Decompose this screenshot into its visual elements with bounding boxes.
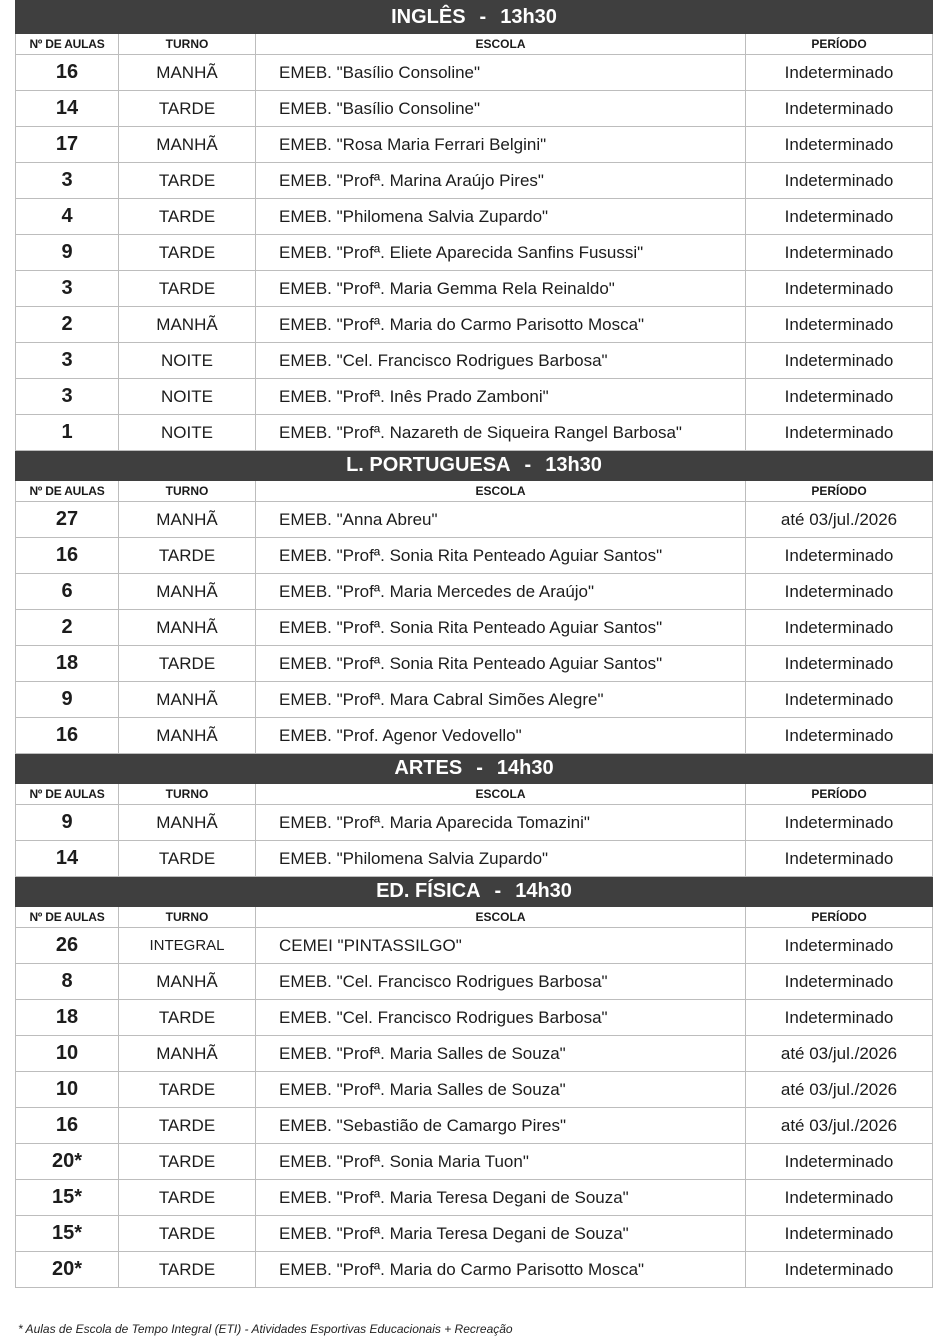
table-row xyxy=(16,91,933,127)
section-header-ed-fisica xyxy=(16,877,933,907)
escola-cell: EMEB. "Profª. Mara Cabral Simões Alegre" xyxy=(256,682,746,718)
table-row xyxy=(16,343,933,379)
periodo-cell: Indeterminado xyxy=(746,379,933,415)
escola-cell: EMEB. "Profª. Sonia Rita Penteado Aguiar Santos" xyxy=(256,538,746,574)
escola-cell: EMEB. "Profª. Maria Salles de Souza" xyxy=(256,1072,746,1108)
aulas-cell: 10 xyxy=(16,1072,119,1108)
turno-cell: TARDE xyxy=(119,841,256,877)
aulas-cell: 3 xyxy=(16,271,119,307)
table-row xyxy=(16,1144,933,1180)
escola-cell: EMEB. "Profª. Marina Araújo Pires" xyxy=(256,163,746,199)
periodo-cell: Indeterminado xyxy=(746,841,933,877)
table-row xyxy=(16,718,933,754)
turno-cell: TARDE xyxy=(119,1072,256,1108)
column-header-aulas: Nº DE AULAS xyxy=(16,481,119,502)
table-row xyxy=(16,1000,933,1036)
aulas-cell: 9 xyxy=(16,235,119,271)
column-header-escola: ESCOLA xyxy=(256,481,746,502)
turno-cell: MANHÃ xyxy=(119,805,256,841)
turno-cell: MANHÃ xyxy=(119,682,256,718)
aulas-cell: 2 xyxy=(16,307,119,343)
table-row xyxy=(16,1036,933,1072)
table-row xyxy=(16,574,933,610)
column-header-escola: ESCOLA xyxy=(256,34,746,55)
aulas-cell: 17 xyxy=(16,127,119,163)
periodo-cell: Indeterminado xyxy=(746,235,933,271)
column-header-escola: ESCOLA xyxy=(256,907,746,928)
column-header-aulas: Nº DE AULAS xyxy=(16,907,119,928)
column-header-aulas: Nº DE AULAS xyxy=(16,784,119,805)
turno-cell: TARDE xyxy=(119,538,256,574)
footnote: * Aulas de Escola de Tempo Integral (ETI) - Atividades Esportivas Educacionais + Recreação xyxy=(18,1322,513,1336)
aulas-cell: 3 xyxy=(16,379,119,415)
aulas-cell: 20* xyxy=(16,1144,119,1180)
table-row xyxy=(16,271,933,307)
table-row xyxy=(16,646,933,682)
aulas-cell: 16 xyxy=(16,718,119,754)
turno-cell: MANHÃ xyxy=(119,574,256,610)
section-time: 14h30 xyxy=(515,880,572,902)
periodo-cell: Indeterminado xyxy=(746,1144,933,1180)
periodo-cell: Indeterminado xyxy=(746,127,933,163)
column-header-turno: TURNO xyxy=(119,907,256,928)
escola-cell: EMEB. "Profª. Sonia Rita Penteado Aguiar Santos" xyxy=(256,646,746,682)
table-row xyxy=(16,1252,933,1288)
section-separator: - xyxy=(479,5,487,28)
aulas-cell: 1 xyxy=(16,415,119,451)
column-header-row xyxy=(16,784,933,805)
turno-cell: TARDE xyxy=(119,1180,256,1216)
periodo-cell: até 03/jul./2026 xyxy=(746,502,933,538)
turno-cell: TARDE xyxy=(119,1252,256,1288)
table-row xyxy=(16,1180,933,1216)
escola-cell: EMEB. "Profª. Nazareth de Siqueira Rangel Barbosa" xyxy=(256,415,746,451)
section-title xyxy=(16,1,933,34)
aulas-cell: 18 xyxy=(16,1000,119,1036)
aulas-cell: 20* xyxy=(16,1252,119,1288)
table-row xyxy=(16,199,933,235)
escola-cell: EMEB. "Profª. Maria Aparecida Tomazini" xyxy=(256,805,746,841)
section-time: 13h30 xyxy=(545,454,602,476)
table-row xyxy=(16,235,933,271)
column-header-row xyxy=(16,907,933,928)
section-subject: L. PORTUGUESA xyxy=(346,454,511,476)
schedule-sheet xyxy=(15,0,932,1288)
table-row xyxy=(16,682,933,718)
schedule-table-body xyxy=(16,1,933,1288)
column-header-periodo: PERÍODO xyxy=(746,784,933,805)
periodo-cell: Indeterminado xyxy=(746,805,933,841)
table-row xyxy=(16,928,933,964)
aulas-cell: 18 xyxy=(16,646,119,682)
escola-cell: EMEB. "Rosa Maria Ferrari Belgini" xyxy=(256,127,746,163)
aulas-cell: 14 xyxy=(16,91,119,127)
table-row xyxy=(16,1108,933,1144)
turno-cell: MANHÃ xyxy=(119,610,256,646)
turno-cell: NOITE xyxy=(119,343,256,379)
table-row xyxy=(16,610,933,646)
table-row xyxy=(16,538,933,574)
aulas-cell: 27 xyxy=(16,502,119,538)
periodo-cell: até 03/jul./2026 xyxy=(746,1108,933,1144)
aulas-cell: 3 xyxy=(16,163,119,199)
escola-cell: EMEB. "Profª. Eliete Aparecida Sanfins Fusussi" xyxy=(256,235,746,271)
periodo-cell: até 03/jul./2026 xyxy=(746,1036,933,1072)
escola-cell: EMEB. "Anna Abreu" xyxy=(256,502,746,538)
periodo-cell: Indeterminado xyxy=(746,1252,933,1288)
escola-cell: CEMEI "PINTASSILGO" xyxy=(256,928,746,964)
aulas-cell: 16 xyxy=(16,55,119,91)
periodo-cell: Indeterminado xyxy=(746,964,933,1000)
periodo-cell: Indeterminado xyxy=(746,574,933,610)
escola-cell: EMEB. "Profª. Maria Salles de Souza" xyxy=(256,1036,746,1072)
turno-cell: MANHÃ xyxy=(119,964,256,1000)
escola-cell: EMEB. "Cel. Francisco Rodrigues Barbosa" xyxy=(256,1000,746,1036)
turno-cell: TARDE xyxy=(119,271,256,307)
escola-cell: EMEB. "Cel. Francisco Rodrigues Barbosa" xyxy=(256,964,746,1000)
section-time: 13h30 xyxy=(500,5,557,28)
section-subject: INGLÊS xyxy=(391,5,466,28)
escola-cell: EMEB. "Profª. Maria Mercedes de Araújo" xyxy=(256,574,746,610)
aulas-cell: 16 xyxy=(16,1108,119,1144)
section-subject: ARTES xyxy=(394,757,463,779)
turno-cell: TARDE xyxy=(119,91,256,127)
periodo-cell: Indeterminado xyxy=(746,271,933,307)
column-header-periodo: PERÍODO xyxy=(746,481,933,502)
turno-cell: TARDE xyxy=(119,1108,256,1144)
table-row xyxy=(16,1072,933,1108)
turno-cell: TARDE xyxy=(119,1144,256,1180)
section-header-l-portuguesa xyxy=(16,451,933,481)
table-row xyxy=(16,805,933,841)
turno-cell: NOITE xyxy=(119,379,256,415)
column-header-turno: TURNO xyxy=(119,784,256,805)
periodo-cell: Indeterminado xyxy=(746,610,933,646)
aulas-cell: 3 xyxy=(16,343,119,379)
section-separator: - xyxy=(524,454,532,476)
periodo-cell: Indeterminado xyxy=(746,55,933,91)
section-header-artes xyxy=(16,754,933,784)
escola-cell: EMEB. "Basílio Consoline" xyxy=(256,91,746,127)
table-row xyxy=(16,502,933,538)
escola-cell: EMEB. "Profª. Maria do Carmo Parisotto Mosca" xyxy=(256,1252,746,1288)
aulas-cell: 9 xyxy=(16,682,119,718)
section-subject: ED. FÍSICA xyxy=(376,880,481,902)
periodo-cell: Indeterminado xyxy=(746,928,933,964)
turno-cell: TARDE xyxy=(119,646,256,682)
turno-cell: TARDE xyxy=(119,235,256,271)
aulas-cell: 2 xyxy=(16,610,119,646)
table-row xyxy=(16,379,933,415)
escola-cell: EMEB. "Cel. Francisco Rodrigues Barbosa" xyxy=(256,343,746,379)
periodo-cell: Indeterminado xyxy=(746,1216,933,1252)
escola-cell: EMEB. "Profª. Maria Gemma Rela Reinaldo" xyxy=(256,271,746,307)
periodo-cell: Indeterminado xyxy=(746,1000,933,1036)
periodo-cell: até 03/jul./2026 xyxy=(746,1072,933,1108)
section-time: 14h30 xyxy=(496,757,554,779)
schedule-table xyxy=(15,0,933,1288)
escola-cell: EMEB. "Profª. Sonia Maria Tuon" xyxy=(256,1144,746,1180)
aulas-cell: 4 xyxy=(16,199,119,235)
escola-cell: EMEB. "Profª. Maria Teresa Degani de Souza" xyxy=(256,1180,746,1216)
column-header-row xyxy=(16,481,933,502)
turno-cell: TARDE xyxy=(119,163,256,199)
table-row xyxy=(16,841,933,877)
section-header-ingles xyxy=(16,1,933,34)
section-separator: - xyxy=(476,757,483,779)
aulas-cell: 16 xyxy=(16,538,119,574)
periodo-cell: Indeterminado xyxy=(746,415,933,451)
turno-cell: TARDE xyxy=(119,199,256,235)
turno-cell: MANHÃ xyxy=(119,307,256,343)
escola-cell: EMEB. "Sebastião de Camargo Pires" xyxy=(256,1108,746,1144)
column-header-row xyxy=(16,34,933,55)
table-row xyxy=(16,1216,933,1252)
periodo-cell: Indeterminado xyxy=(746,646,933,682)
periodo-cell: Indeterminado xyxy=(746,199,933,235)
section-title xyxy=(16,754,933,784)
aulas-cell: 6 xyxy=(16,574,119,610)
periodo-cell: Indeterminado xyxy=(746,163,933,199)
aulas-cell: 10 xyxy=(16,1036,119,1072)
aulas-cell: 15* xyxy=(16,1180,119,1216)
turno-cell: MANHÃ xyxy=(119,718,256,754)
turno-cell: TARDE xyxy=(119,1216,256,1252)
turno-cell: MANHÃ xyxy=(119,127,256,163)
escola-cell: EMEB. "Prof. Agenor Vedovello" xyxy=(256,718,746,754)
aulas-cell: 26 xyxy=(16,928,119,964)
column-header-periodo: PERÍODO xyxy=(746,34,933,55)
column-header-escola: ESCOLA xyxy=(256,784,746,805)
turno-cell: MANHÃ xyxy=(119,502,256,538)
aulas-cell: 9 xyxy=(16,805,119,841)
periodo-cell: Indeterminado xyxy=(746,343,933,379)
aulas-cell: 8 xyxy=(16,964,119,1000)
turno-cell: MANHÃ xyxy=(119,55,256,91)
table-row xyxy=(16,307,933,343)
table-row xyxy=(16,415,933,451)
periodo-cell: Indeterminado xyxy=(746,307,933,343)
periodo-cell: Indeterminado xyxy=(746,1180,933,1216)
aulas-cell: 14 xyxy=(16,841,119,877)
column-header-aulas: Nº DE AULAS xyxy=(16,34,119,55)
periodo-cell: Indeterminado xyxy=(746,718,933,754)
escola-cell: EMEB. "Basílio Consoline" xyxy=(256,55,746,91)
column-header-turno: TURNO xyxy=(119,34,256,55)
escola-cell: EMEB. "Profª. Maria do Carmo Parisotto Mosca" xyxy=(256,307,746,343)
turno-cell: TARDE xyxy=(119,1000,256,1036)
turno-cell: NOITE xyxy=(119,415,256,451)
turno-cell: MANHÃ xyxy=(119,1036,256,1072)
section-separator: - xyxy=(494,880,502,902)
table-row xyxy=(16,163,933,199)
column-header-turno: TURNO xyxy=(119,481,256,502)
escola-cell: EMEB. "Profª. Sonia Rita Penteado Aguiar Santos" xyxy=(256,610,746,646)
column-header-periodo: PERÍODO xyxy=(746,907,933,928)
section-title xyxy=(16,877,933,907)
escola-cell: EMEB. "Profª. Maria Teresa Degani de Souza" xyxy=(256,1216,746,1252)
aulas-cell: 15* xyxy=(16,1216,119,1252)
section-title xyxy=(16,451,933,481)
table-row xyxy=(16,127,933,163)
escola-cell: EMEB. "Philomena Salvia Zupardo" xyxy=(256,841,746,877)
escola-cell: EMEB. "Philomena Salvia Zupardo" xyxy=(256,199,746,235)
periodo-cell: Indeterminado xyxy=(746,538,933,574)
periodo-cell: Indeterminado xyxy=(746,682,933,718)
periodo-cell: Indeterminado xyxy=(746,91,933,127)
table-row xyxy=(16,964,933,1000)
turno-cell: INTEGRAL xyxy=(119,928,256,964)
table-row xyxy=(16,55,933,91)
escola-cell: EMEB. "Profª. Inês Prado Zamboni" xyxy=(256,379,746,415)
